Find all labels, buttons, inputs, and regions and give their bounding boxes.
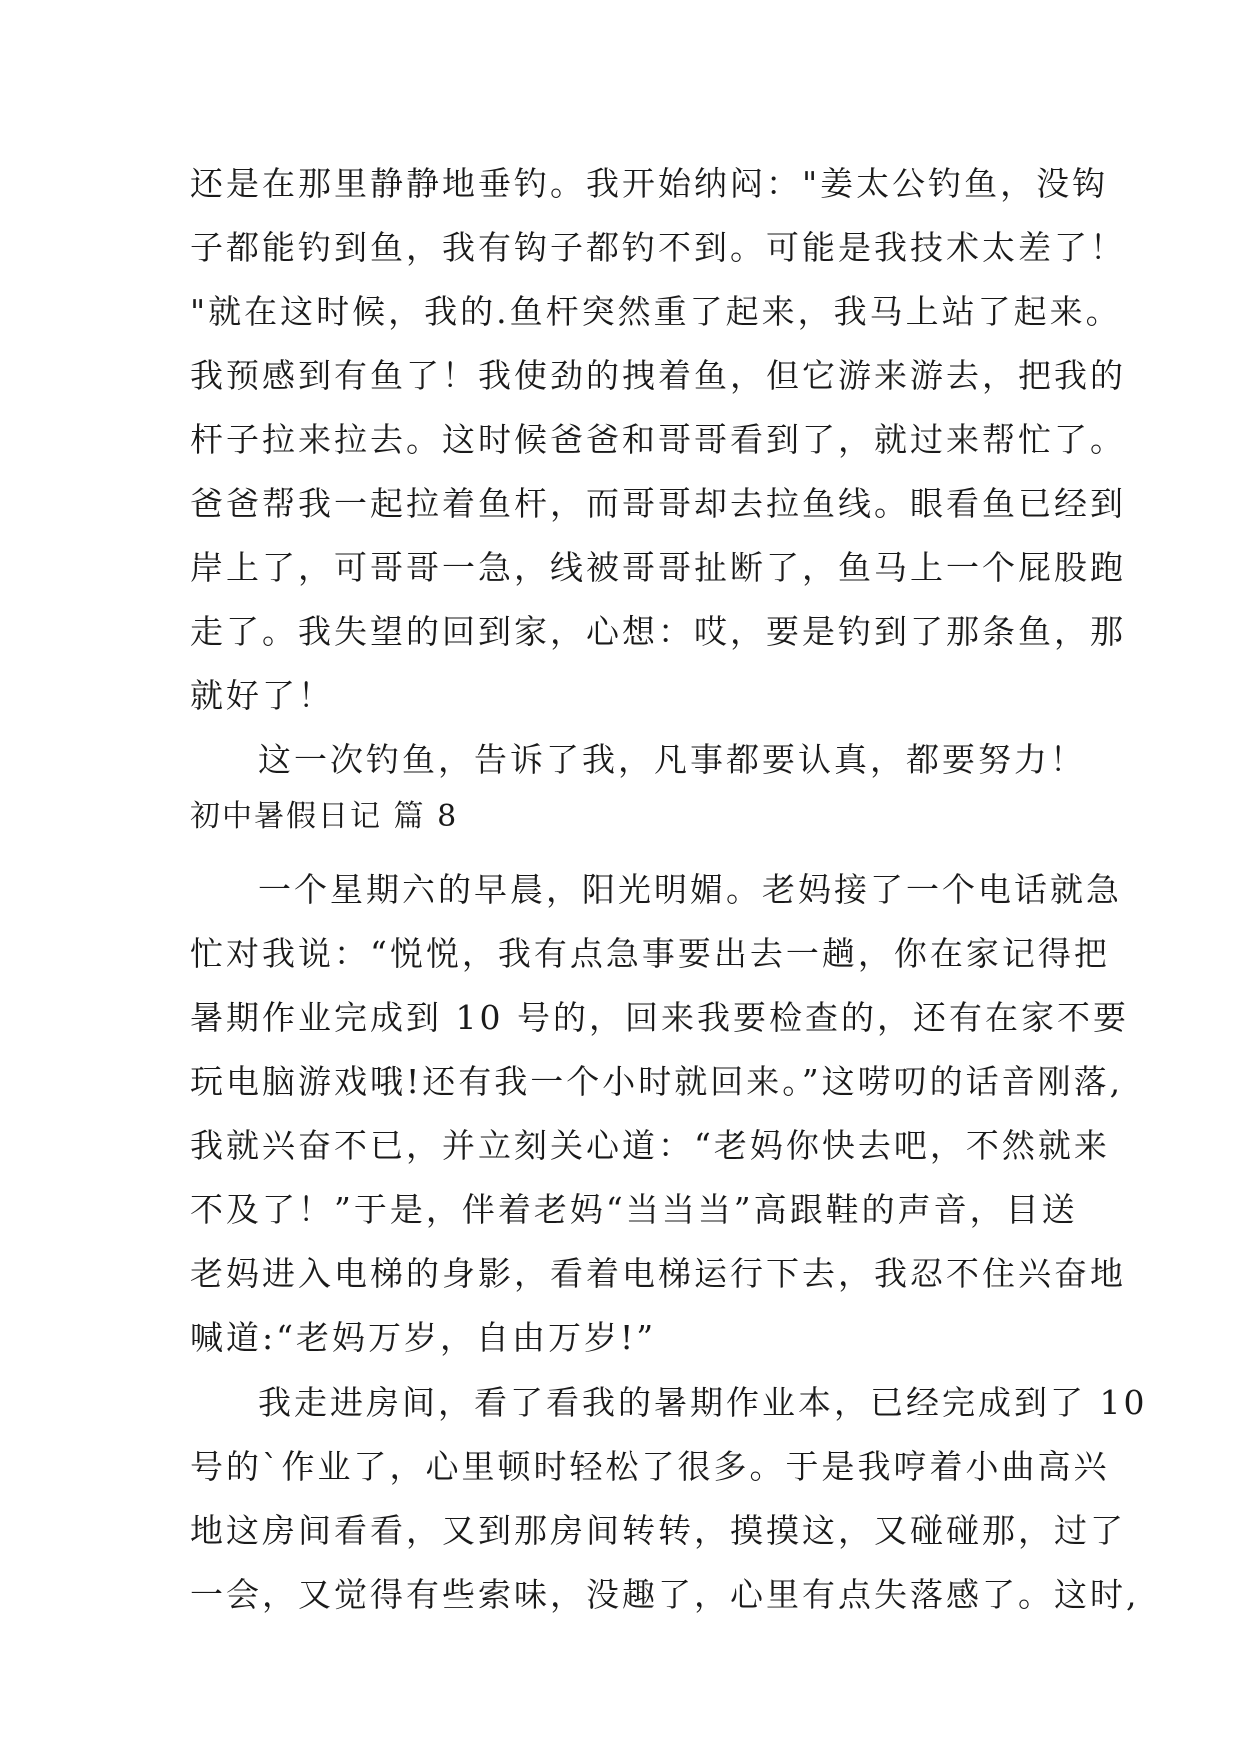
text-line: 还是在那里静静地垂钓。我开始纳闷："姜太公钓鱼，没钩 — [190, 164, 1109, 203]
fishing-paragraph — [190, 152, 1126, 792]
closing-line: 这一次钓鱼，告诉了我，凡事都要认真，都要努力！ — [258, 740, 1086, 779]
text-line: 忙对我说：“悦悦，我有点急事要出去一趟，你在家记得把 — [190, 934, 1110, 973]
text-line: 我就兴奋不已，并立刻关心道：“老妈你快去吧，不然就来 — [190, 1126, 1110, 1165]
text-line: 就好了！ — [190, 676, 334, 715]
text-line: 喊道:“老妈万岁，自由万岁!” — [190, 1318, 657, 1357]
text-line: 爸爸帮我一起拉着鱼杆，而哥哥却去拉鱼线。眼看鱼已经到 — [190, 484, 1126, 523]
text-line: 一会，又觉得有些索味，没趣了，心里有点失落感了。这时, — [190, 1575, 1140, 1614]
text-line: 岸上了，可哥哥一急，线被哥哥扯断了，鱼马上一个屁股跑 — [190, 548, 1126, 587]
diary-paragraph-2 — [190, 1371, 1148, 1627]
text-line: 一个星期六的早晨，阳光明媚。老妈接了一个电话就急 — [258, 870, 1122, 909]
text-line: 走了。我失望的回到家，心想：哎，要是钓到了那条鱼，那 — [190, 612, 1126, 651]
text-line: 玩电脑游戏哦!还有我一个小时就回来。”这唠叨的话音刚落, — [190, 1062, 1124, 1101]
text-line: 子都能钓到鱼，我有钩子都钓不到。可能是我技术太差了！ — [190, 228, 1126, 267]
diary-paragraph-1 — [190, 858, 1129, 1370]
text-line: 我走进房间，看了看我的暑期作业本，已经完成到了 10 — [258, 1383, 1148, 1422]
text-line: 暑期作业完成到 10 号的，回来我要检查的，还有在家不要 — [190, 998, 1129, 1037]
diary-heading: 初中暑假日记 篇 8 — [190, 799, 459, 834]
text-line: 不及了！”于是，伴着老妈“当当当”高跟鞋的声音，目送 — [190, 1190, 1078, 1229]
text-line: 我预感到有鱼了！我使劲的拽着鱼，但它游来游去，把我的 — [190, 356, 1126, 395]
text-line: 号的`作业了，心里顿时轻松了很多。于是我哼着小曲高兴 — [190, 1447, 1110, 1486]
text-line: 地这房间看看，又到那房间转转，摸摸这，又碰碰那，过了 — [190, 1511, 1126, 1550]
text-line: 杆子拉来拉去。这时候爸爸和哥哥看到了，就过来帮忙了。 — [190, 420, 1126, 459]
text-line: 老妈进入电梯的身影，看着电梯运行下去，我忍不住兴奋地 — [190, 1254, 1126, 1293]
text-line: "就在这时候，我的.鱼杆突然重了起来，我马上站了起来。 — [190, 292, 1122, 331]
